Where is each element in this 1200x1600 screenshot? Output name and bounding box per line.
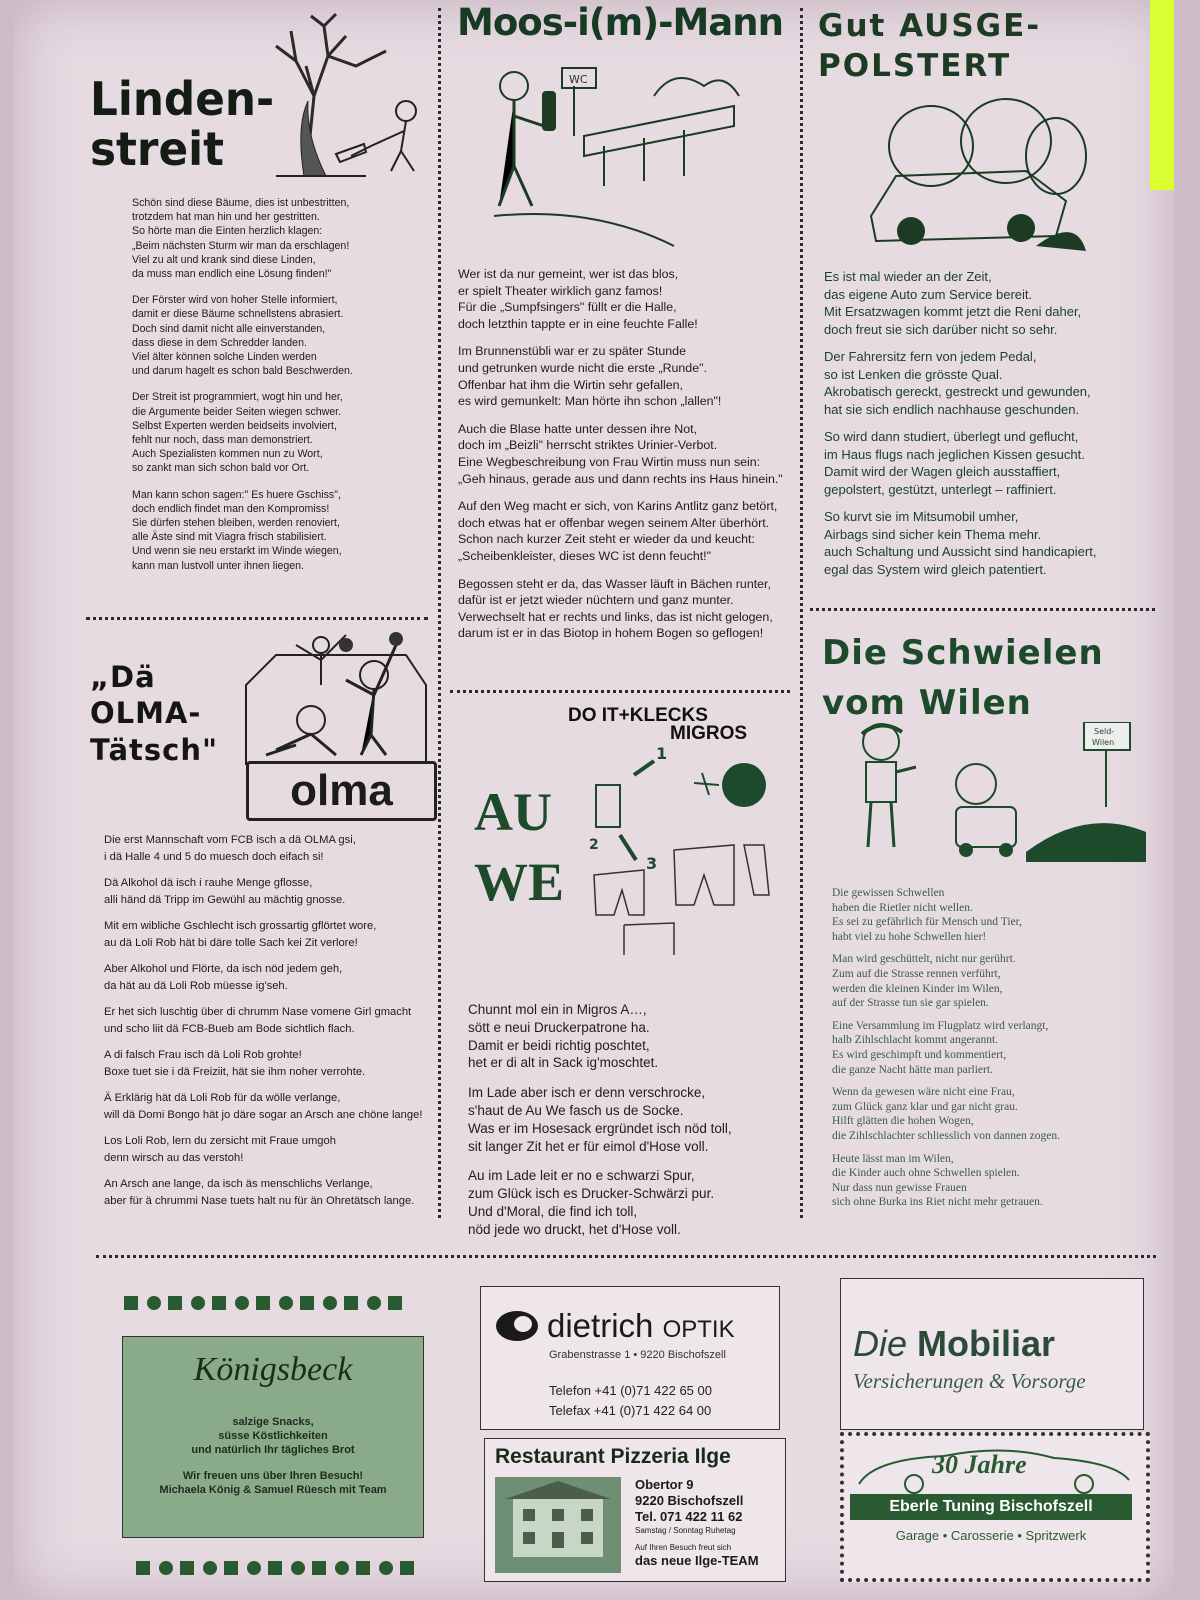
schwielen-title-line1: Die Schwielen: [822, 633, 1104, 673]
linden-poem: [132, 196, 432, 585]
dietrich-phone: Telefon +41 (0)71 422 65 00: [549, 1383, 712, 1398]
ilge-closed-days: Samstag / Sonntag Ruhetag: [635, 1526, 736, 1535]
ilge-note: Auf Ihren Besuch freut sich: [635, 1543, 732, 1552]
olma-stanza: Ä Erklärig hät dä Loli Rob für da wölle verlange, will dä Domi Bongo hät jo däre sogar an Arsch ane chöne lange!: [104, 1092, 423, 1121]
olma-logo: olma: [246, 761, 437, 821]
gut-stanza: So wird dann studiert, überlegt und geflucht, im Haus flugs nach jeglichen Kissen gesucht. Damit wird der Wagen gleich ausstaffiert, gepolstert, gestützt, unterlegt – raffiniert.: [824, 429, 1085, 497]
ilge-phone: Tel. 071 422 11 62: [635, 1509, 743, 1524]
cushion-car-illustration: [856, 96, 1096, 256]
auwe-tag: [474, 777, 564, 917]
brand-klecks: KLECKS: [629, 705, 708, 726]
dietrich-address: Grabenstrasse 1 • 9220 Bischofszell: [549, 1349, 726, 1361]
olma-stanza: Dä Alkohol dä isch i rauhe Menge gflosse, alli händ dä Tripp im Gewühl au mächtig gnosse.: [104, 877, 346, 906]
doit-klecks-migros-logo: [568, 707, 747, 743]
gut-title-line1: Gut AUSGE-: [818, 8, 1042, 44]
moos-stanza: Auch die Blase hatte unter dessen ihre Not, doch im „Beizli" herrscht striktes Urinier-Verbot. Eine Wegbeschreibung von Frau Wirtin muss nun sein: „Geh hinaus, gerade aus und dann rechts ins Haus hinein.": [458, 421, 783, 486]
olma-title-line1: „Dä: [90, 660, 156, 694]
brand-doit: DO IT+: [568, 705, 630, 726]
dietrich-logo-icon: [495, 1309, 539, 1343]
eberle-name-banner: Eberle Tuning Bischofszell: [850, 1494, 1132, 1520]
schwielen-stanza: Man wird geschüttelt, nicht nur gerührt. Zum auf die Strasse rennen verführt, werden die kleinen Kinder im Wilen, auf der Strasse tun sie gar spielen.: [832, 953, 1016, 1010]
olma-title: [90, 659, 218, 768]
dietrich-name-main: dietrich: [547, 1307, 654, 1344]
schwielen-stanza: Eine Versammlung im Flugplatz wird verlangt, halb Zihlschlacht kommt angerannt. Es wird geschimpft und kommentiert, die ganze Nacht hätte man parliert.: [832, 1019, 1049, 1076]
gut-title-line2: POLSTERT: [818, 48, 1012, 84]
ad-die-mobiliar[interactable]: [840, 1278, 1144, 1430]
sign-seld: Seld-: [1094, 727, 1115, 736]
ilge-building-photo: [495, 1477, 621, 1573]
dietrich-name-optik: OPTIK: [662, 1316, 735, 1343]
ilge-address: [635, 1477, 759, 1569]
ilge-team: das neue Ilge-TEAM: [635, 1553, 759, 1568]
koenigsbeck-line: salzige Snacks,: [232, 1416, 314, 1428]
koenigsbeck-line: Michaela König & Samuel Rüesch mit Team: [159, 1484, 387, 1496]
step-3: 3: [646, 854, 658, 873]
auwe-stanza: Au im Lade leit er no e schwarzi Spur, zum Glück isch es Drucker-Schwärzi pur. Und d'Moral, die find ich toll, nöd jede wo druckt, het d'Hose voll.: [468, 1168, 715, 1237]
schwielen-stanza: Heute lässt man im Wilen, die Kinder auch ohne Schwellen spielen. Nur dass nun gewisse Frauen sich ohne Burka ins Riet nicht mehr getrauen.: [832, 1152, 1043, 1209]
eberle-services: Garage • Carosserie • Spritzwerk: [895, 1528, 1087, 1543]
ad-koenigsbeck[interactable]: [122, 1336, 424, 1538]
schwielen-stanza: Die gewissen Schwellen haben die Rietler nicht wellen. Es sei zu gefährlich für Mensch und Tier, habt viel zu hohe Schwellen hier!: [832, 887, 1022, 943]
cartridge-trousers-illustration: [584, 745, 794, 955]
auwe-stanza: Chunnt mol ein in Migros A…, sött e neui Druckerpatrone ha. Damit er beidi richtig poschtet, het er di alt in Sack ig'moschtet.: [468, 1002, 659, 1071]
boxing-cartoon-illustration: [236, 625, 436, 765]
ad-eberle-tuning[interactable]: [840, 1432, 1150, 1582]
schwielen-title: [822, 628, 1104, 728]
olma-title-line2: OLMA-: [90, 696, 202, 731]
auwe-stanza: Im Lade aber isch er denn verschrocke, s'haut de Au We fasch us de Socke. Was er im Hosesack ergründet isch nöd toll, sit langer Zit het er für eimol d'Hose voll.: [468, 1085, 732, 1154]
olma-stanza: Die erst Mannschaft vom FCB isch a dä OLMA gsi, i dä Halle 4 und 5 do muesch doch eifach si!: [104, 834, 356, 863]
ad-dietrich-optik[interactable]: [480, 1286, 780, 1430]
ilge-title: Restaurant Pizzeria Ilge: [495, 1445, 731, 1468]
koenigsbeck-logo: Königsbeck: [193, 1351, 353, 1388]
linden-title-line2: streit: [90, 122, 224, 176]
section-separator: [810, 608, 1155, 611]
olma-stanza: A di falsch Frau isch dä Loli Rob grohte! Boxe tuet sie i dä Freiziit, hät sie ihm noher verrohte.: [104, 1049, 366, 1078]
sign-wilen: Wilen: [1092, 738, 1115, 747]
koenigsbeck-line: süsse Köstlichkeiten: [218, 1430, 328, 1442]
schwielen-poem: [832, 886, 1162, 1218]
step-1: 1: [656, 745, 668, 763]
gut-stanza: Es ist mal wieder an der Zeit, das eigene Auto zum Service bereit. Mit Ersatzwagen kommt jetzt die Reni daher, doch freut sie sich darüber nicht so sehr.: [824, 269, 1082, 337]
tree-cartoon-illustration: [236, 6, 436, 181]
auwe-poem: [468, 1001, 798, 1251]
linden-stanza: Der Streit ist programmiert, wogt hin und her, die Argumente beider Seiten wiegen schwer. Selbst Experten werden beidseits involviert, fehlt nur noch, dass man demonstriert. Auch Spezialisten kommen nun zu Wort, so zankt man sich schon bald vor Ort.: [132, 391, 343, 475]
olma-title-line3: Tätsch": [90, 732, 219, 767]
moos-cartoon-illustration: [474, 56, 764, 256]
eberle-jubilee: 30 Jahre: [932, 1450, 1027, 1479]
newspaper-page: [14, 0, 1174, 1600]
ilge-city: 9220 Bischofszell: [635, 1493, 744, 1508]
ilge-street: Obertor 9: [635, 1477, 694, 1492]
gut-title: [818, 6, 1041, 86]
dietrich-contact: [549, 1381, 712, 1421]
brand-migros: MIGROS: [670, 723, 748, 744]
moos-poem: [458, 266, 803, 653]
wc-sign: WC: [569, 73, 588, 86]
olma-stanza: An Arsch ane lange, da isch äs menschlichs Verlange, aber für ä chrummi Nase tuets halt nu für än Ohretätsch lange.: [104, 1178, 415, 1207]
gut-stanza: So kurvt sie im Mitsumobil umher, Airbags sind sicher kein Thema mehr. auch Schaltung und Aussicht sind handicapiert, egal das System wird gleich patentiert.: [824, 509, 1097, 577]
linden-title-line1: Linden-: [90, 72, 275, 126]
moos-stanza: Begossen steht er da, das Wasser läuft in Bächen runter, dafür ist er jetzt wieder nüchtern und ganz munter. Verwechselt hat er rechts und links, das ist nicht gelogen, darum ist er in das Biotop in hohem Bogen so geflogen!: [458, 576, 773, 641]
decorative-figure-border-top: [124, 1290, 424, 1314]
moos-title: Moos-i(m)-Mann: [457, 1, 783, 44]
gut-stanza: Der Fahrersitz fern von jedem Pedal, so ist Lenken die grösste Qual. Akrobatisch gereckt, gestreckt und gewunden, hat sie sich endlich nachhause geschunden.: [824, 349, 1091, 417]
mobiliar-tagline: Versicherungen & Vorsorge: [853, 1369, 1086, 1393]
moos-stanza: Im Brunnenstübli war er zu später Stunde und getrunken wurde nicht die erste „Runde". Offenbar hat ihm die Wirtin sehr gefallen, es wird gemunkelt: Man hörte ihn schon „lallen"!: [458, 344, 722, 409]
section-separator: [86, 617, 428, 620]
moos-stanza: Auf den Weg macht er sich, von Karins Antlitz ganz betört, doch etwas hat er offenbar wegen seinem Alter überhört. Schon nach kurzer Zeit steht er wieder da und keucht: „Scheibenkleister, dieses WC ist denn feucht!": [458, 499, 778, 563]
koenigsbeck-text: [123, 1415, 423, 1497]
yellow-paper-edge: [1150, 0, 1174, 190]
koenigsbeck-line: Wir freuen uns über Ihren Besuch!: [182, 1470, 364, 1482]
linden-stanza: Man kann schon sagen:" Es huere Gschiss", doch endlich findet man den Kompromiss! Sie dürfen stehen bleiben, werden renoviert, alle Äste sind mit Viagra frisch stabilisiert. Und wenn sie neu erstarkt im Winde wiegen, kann man lustvoll unter ihnen liegen.: [132, 488, 342, 572]
mobiliar-name: [853, 1323, 1055, 1365]
dietrich-fax: Telefax +41 (0)71 422 64 00: [549, 1403, 712, 1418]
olma-stanza: Aber Alkohol und Flörte, da isch nöd jedem geh, da hät au dä Loli Rob müesse ig'seh.: [104, 963, 343, 992]
step-2: 2: [589, 837, 599, 853]
schwielen-stanza: Wenn da gewesen wäre nicht eine Frau, zum Glück ganz klar und gar nicht grau. Hilft glätten die hohen Wogen, die Zihlschlachter schliesslich von dannen zogen.: [832, 1086, 1061, 1142]
ads-separator: [96, 1255, 1156, 1258]
section-separator: [450, 690, 790, 693]
decorative-figure-border-bottom: [136, 1555, 436, 1579]
olma-poem: [104, 832, 449, 1219]
koenigsbeck-line: und natürlich Ihr tägliches Brot: [191, 1444, 355, 1456]
tag-we: WE: [474, 852, 565, 912]
olma-stanza: Mit em wibliche Gschlecht isch grossartig gflörtet wore, au dä Loli Rob hät bi däre tolle Sach kei Zit verlore!: [104, 920, 377, 949]
olma-stanza: Los Loli Rob, lern du zersicht mit Fraue umgoh denn wirsch au das verstoh!: [104, 1135, 336, 1164]
children-playing-illustration: [826, 722, 1146, 872]
schwielen-title-line2: vom Wilen: [822, 683, 1032, 723]
dietrich-name: [547, 1307, 735, 1345]
gut-poem: [824, 268, 1169, 588]
ad-restaurant-ilge[interactable]: [484, 1438, 786, 1582]
olma-stanza: Er het sich luschtig über di chrumm Nase vomene Girl gmacht und scho liit dä FCB-Bueb am Bode sichtlich flach.: [104, 1006, 412, 1035]
moos-stanza: Wer ist da nur gemeint, wer ist das blos, er spielt Theater wirklich ganz famos! Für die „Sumpfsingers" füllt er die Halle, doch letzthin tappte er in eine feuchte Falle!: [458, 267, 698, 331]
mobiliar-mobiliar: Mobiliar: [917, 1323, 1056, 1364]
linden-stanza: Schön sind diese Bäume, dies ist unbestritten, trotzdem hat man hin und her gestritten. So hörte man die Einten herzlich klagen: „Beim nächsten Sturm wir man da erschlagen! Viel zu alt und krank sind diese Linden, da muss man endlich eine Lösung finden!": [132, 197, 350, 281]
mobiliar-die: Die: [853, 1323, 908, 1364]
dietrich-street: Grabenstrasse 1: [549, 1349, 631, 1361]
tag-au: AU: [474, 782, 552, 842]
dietrich-city: 9220 Bischofszell: [640, 1349, 726, 1361]
linden-stanza: Der Förster wird von hoher Stelle informiert, damit er diese Bäume schnellstens abrasiert. Doch sind damit nicht alle einverstanden, dass diese in dem Schredder landen. Viel älter können solche Linden werden und darum hagelt es schon bald Beschwerden.: [132, 294, 353, 378]
